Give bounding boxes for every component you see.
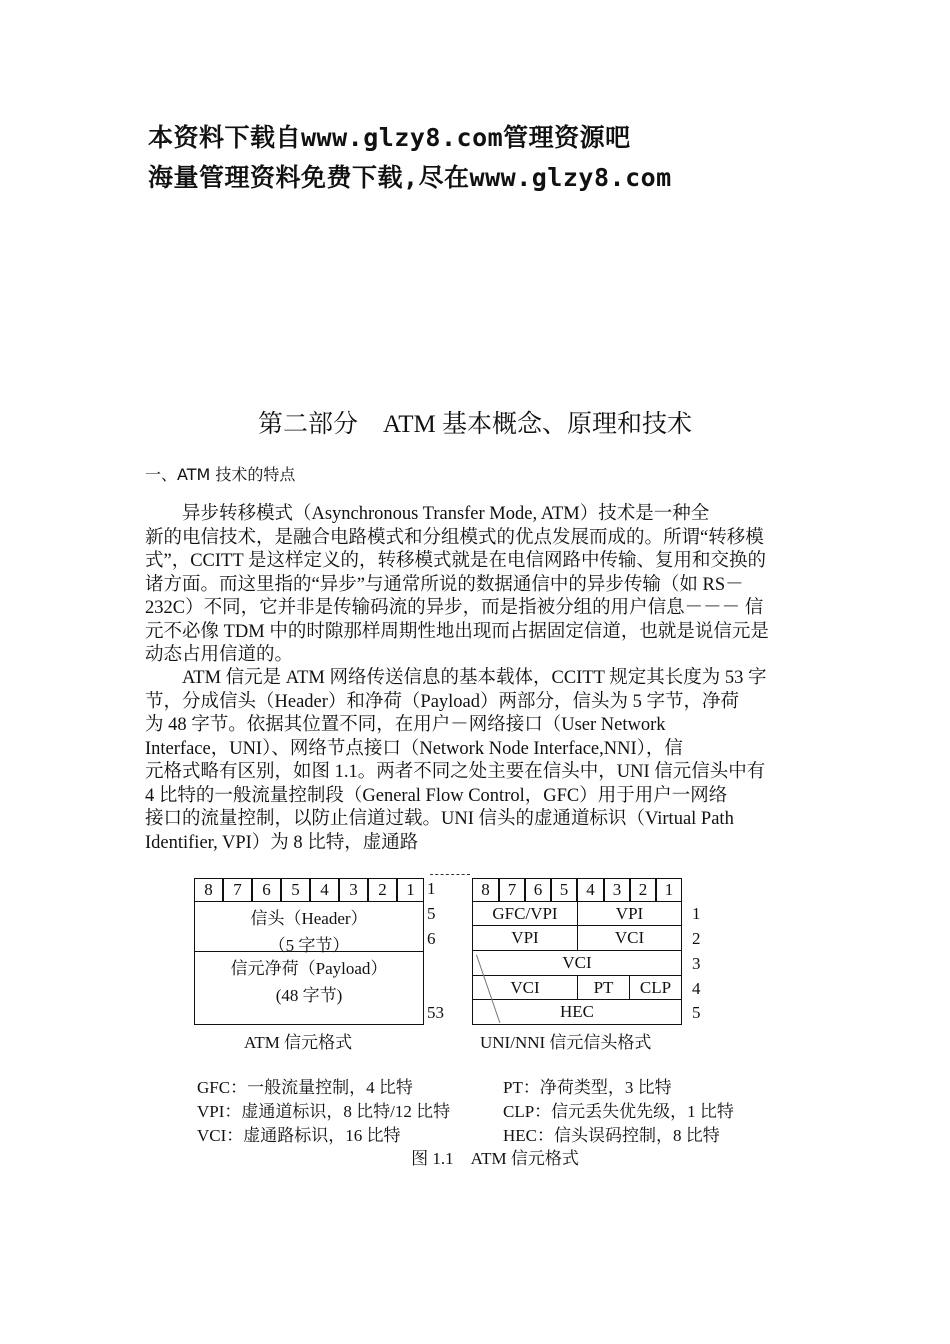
row-number: 6 bbox=[427, 929, 436, 948]
legend-hec: HEC：信头误码控制，8 比特 bbox=[503, 1126, 720, 1145]
paragraph-line: 式”，CCITT 是这样定义的，转移模式就是在电信网路中传输、复用和交换的 bbox=[145, 551, 766, 571]
bit-cell: 2 bbox=[630, 878, 656, 902]
paragraph-line: 接口的流量控制，以防止信道过载。UNI 信头的虚通道标识（Virtual Path bbox=[145, 809, 734, 829]
paragraph-line: 异步转移模式（Asynchronous Transfer Mode, ATM）技术是一种全 bbox=[145, 504, 710, 524]
bit-cell: 2 bbox=[368, 878, 397, 902]
paragraph-2 bbox=[145, 667, 810, 855]
field-vci: VCI bbox=[472, 950, 682, 976]
bit-cell: 8 bbox=[472, 878, 499, 902]
paragraph-line: ATM 信元是 ATM 网络传送信息的基本载体，CCITT 规定其长度为 53 字 bbox=[145, 668, 767, 688]
paragraph-line: Identifier, VPI）为 8 比特，虚通路 bbox=[145, 832, 419, 853]
legend-pt: PT：净荷类型，3 比特 bbox=[503, 1078, 672, 1097]
bit-cell: 6 bbox=[252, 878, 281, 902]
field-vpi: VPI bbox=[577, 901, 682, 926]
bit-cell: 5 bbox=[281, 878, 310, 902]
bit-cell: 8 bbox=[194, 878, 223, 902]
legend-vci: VCI：虚通路标识，16 比特 bbox=[197, 1126, 401, 1145]
field-vci: VCI bbox=[577, 925, 682, 951]
legend-gfc: GFC：一般流量控制，4 比特 bbox=[197, 1078, 413, 1097]
bit-cell: 5 bbox=[551, 878, 577, 902]
paragraph-line: Interface，UNI）、网络节点接口（Network Node Interface,NNI），信 bbox=[145, 738, 683, 759]
paragraph-line: 节，分成信头（Header）和净荷（Payload）两部分，信头为 5 字节，净荷 bbox=[145, 691, 740, 712]
header-block bbox=[194, 901, 424, 955]
bit-cell: 3 bbox=[339, 878, 368, 902]
bit-cell: 1 bbox=[656, 878, 682, 902]
section-heading: 一、ATM 技术的特点 bbox=[145, 465, 296, 484]
row-number: 1 bbox=[692, 904, 701, 923]
payload-block bbox=[194, 951, 424, 1025]
bit-cell: 3 bbox=[604, 878, 630, 902]
bit-cell: 4 bbox=[310, 878, 339, 902]
field-gfc-vpi: GFC/VPI bbox=[472, 901, 578, 926]
page-title: 第二部分 ATM 基本概念、原理和技术 bbox=[257, 411, 693, 438]
row-number: 5 bbox=[692, 1003, 701, 1022]
paragraph-line: 动态占用信道的。 bbox=[145, 645, 294, 665]
banner-line-2: 海量管理资料免费下载,尽在www.glzy8.com bbox=[148, 163, 672, 192]
bit-cell: 7 bbox=[499, 878, 525, 902]
payload-bytes: (48 字节) bbox=[275, 986, 343, 1005]
row-number: 4 bbox=[692, 979, 701, 998]
dash-divider bbox=[430, 874, 470, 875]
paragraph-line: 新的电信技术，是融合电路模式和分组模式的优点发展而成的。所谓“转移模 bbox=[145, 527, 764, 548]
paragraph-line: 元格式略有区别，如图 1.1。两者不同之处主要在信头中，UNI 信元信头中有 bbox=[145, 762, 766, 782]
header-bytes: （5 字节） bbox=[268, 936, 350, 955]
row-number: 53 bbox=[427, 1003, 444, 1022]
field-vpi: VPI bbox=[472, 925, 578, 951]
right-caption: UNI/NNI 信元信头格式 bbox=[480, 1033, 652, 1052]
row-number: 2 bbox=[692, 929, 701, 948]
paragraph-line: 232C）不同，它并非是传输码流的异步，而是指被分组的用户信息－－－ 信 bbox=[145, 598, 764, 618]
row-number: 3 bbox=[692, 954, 701, 973]
bit-cell: 4 bbox=[577, 878, 604, 902]
field-pt: PT bbox=[577, 975, 630, 1000]
banner-line-1: 本资料下载自www.glzy8.com管理资源吧 bbox=[148, 123, 631, 152]
bit-cell: 7 bbox=[223, 878, 252, 902]
payload-label: 信元净荷（Payload） bbox=[230, 959, 388, 978]
paragraph-1 bbox=[145, 503, 810, 668]
figure-caption: 图 1.1 ATM 信元格式 bbox=[411, 1149, 579, 1168]
header-label: 信头（Header） bbox=[250, 909, 368, 928]
paragraph-line: 元不必像 TDM 中的时隙那样周期性地出现而占据固定信道，也就是说信元是 bbox=[145, 621, 769, 642]
row-number: 1 bbox=[427, 879, 436, 898]
row-number: 5 bbox=[427, 904, 436, 923]
paragraph-line: 4 比特的一般流量控制段（General Flow Control，GFC）用于用户一网络 bbox=[145, 785, 728, 806]
paragraph-line: 为 48 字节。依据其位置不同，在用户－网络接口（User Network bbox=[145, 715, 666, 735]
bit-cell: 1 bbox=[397, 878, 424, 902]
paragraph-line: 诸方面。而这里指的“异步”与通常所说的数据通信中的异步传输（如 RS－ bbox=[145, 574, 744, 595]
left-caption: ATM 信元格式 bbox=[244, 1033, 353, 1052]
field-clp: CLP bbox=[629, 975, 682, 1000]
legend-clp: CLP：信元丢失优先级，1 比特 bbox=[503, 1102, 734, 1121]
field-vci: VCI bbox=[472, 975, 578, 1000]
field-hec: HEC bbox=[472, 999, 682, 1025]
legend-vpi: VPI：虚通道标识，8 比特/12 比特 bbox=[197, 1102, 451, 1121]
bit-cell: 6 bbox=[525, 878, 551, 902]
